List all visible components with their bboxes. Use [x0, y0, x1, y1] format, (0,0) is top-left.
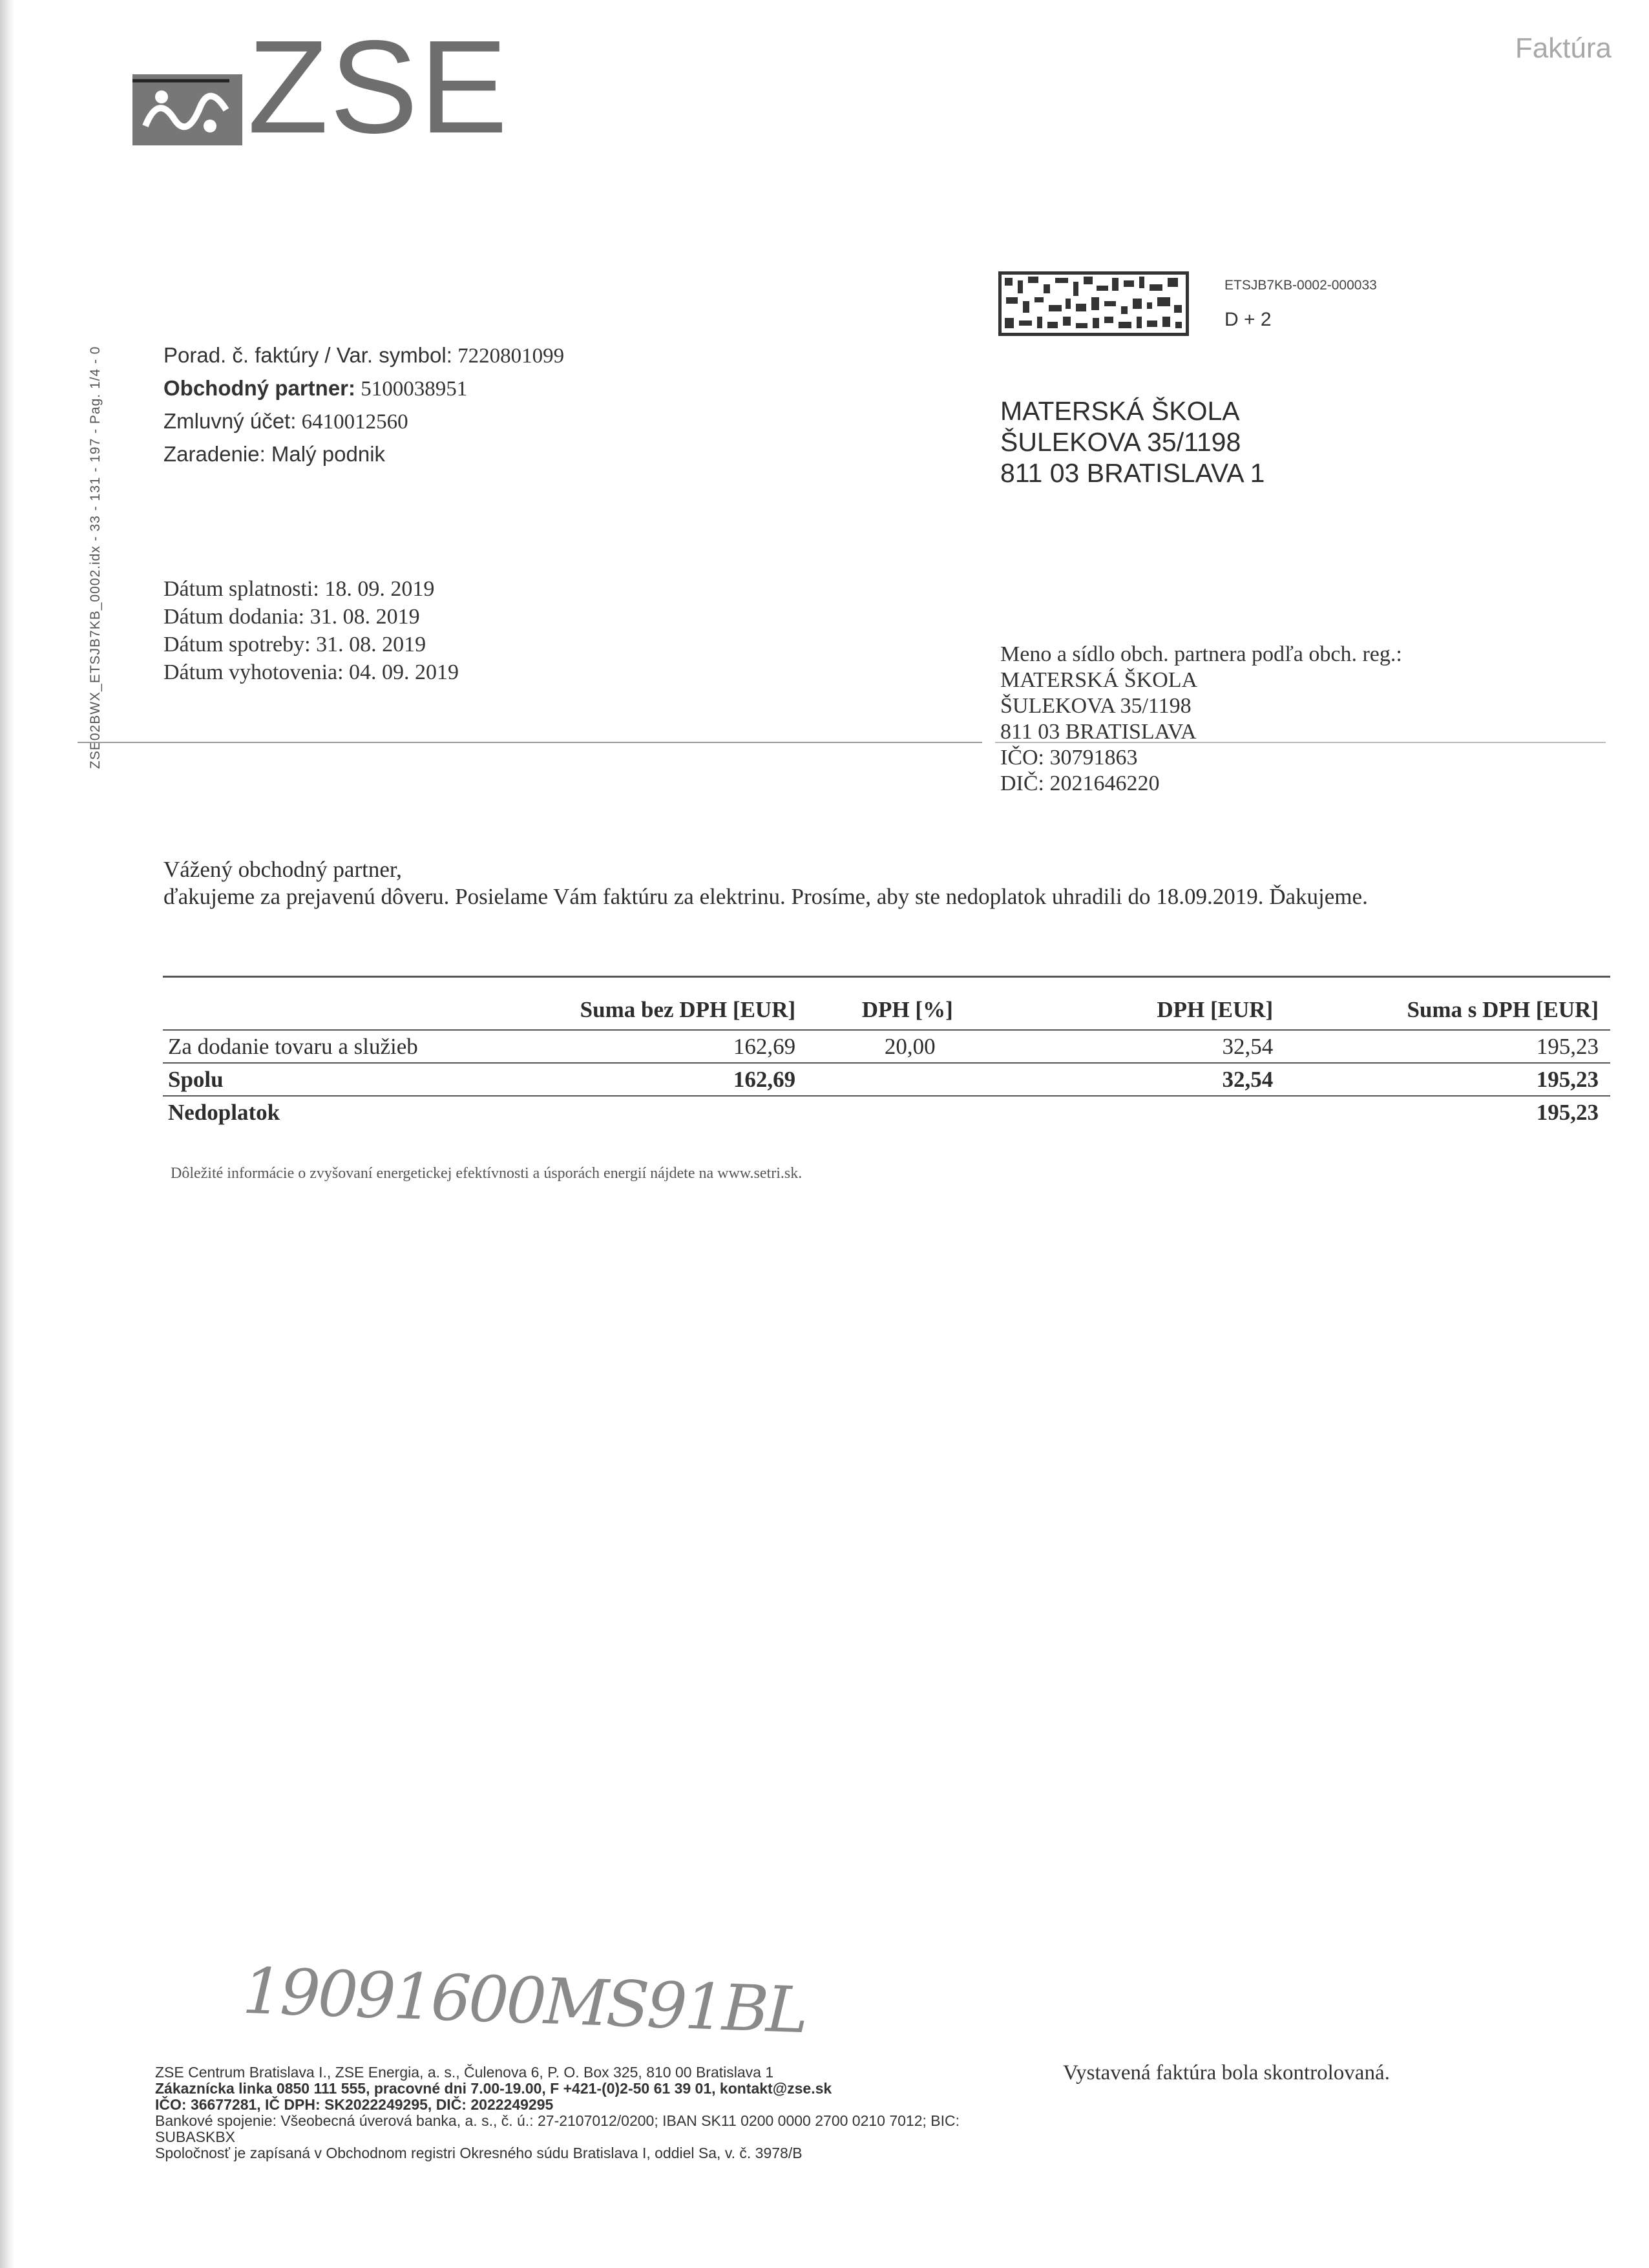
invoice-number-label: Porad. č. faktúry / Var. symbol: [163, 343, 452, 367]
recipient-address [1000, 395, 1265, 488]
greeting [163, 856, 1368, 910]
table-header: Suma bez DPH [EUR] [575, 977, 807, 1031]
barcode-code: ETSJB7KB-0002-000033 [1224, 278, 1377, 293]
datamatrix-barcode-icon [998, 271, 1189, 336]
partner-registry-heading: Meno a sídlo obch. partnera podľa obch. reg.: [1000, 642, 1402, 666]
efficiency-note: Dôležité informácie o zvyšovaní energetickej efektívnosti a úsporách energií nájdete na www.setri.sk. [171, 1165, 803, 1182]
partner-registry-line: MATERSKÁ ŠKOLA [1000, 668, 1198, 692]
greeting-body: ďakujeme za prejavenú dôveru. Posielame Vám faktúru za elektrinu. Prosíme, aby ste nedoplatok uhradili do 18.09.2019. Ďakujeme. [163, 884, 1368, 909]
partner-registry [1000, 642, 1402, 797]
zse-logo-text: ZSE [247, 13, 509, 161]
table-cell: Spolu [163, 1063, 575, 1096]
handwritten-note: 19091600MS91BL [241, 1954, 807, 2048]
scan-edge-shadow [0, 0, 14, 2268]
table-cell: 20,00 [807, 1030, 1019, 1063]
table-header: DPH [EUR] [1019, 977, 1285, 1031]
partner-registry-line: ŠULEKOVA 35/1198 [1000, 694, 1192, 718]
table-header: DPH [%] [807, 977, 1019, 1031]
footer-line: ZSE Centrum Bratislava I., ZSE Energia, a. s., Čulenova 6, P. O. Box 325, 810 00 Bratislava 1 [155, 2064, 774, 2081]
table-header: Suma s DPH [EUR] [1285, 977, 1610, 1031]
invoice-number-value: 7220801099 [457, 344, 565, 368]
partner-row [163, 372, 564, 405]
address-line: MATERSKÁ ŠKOLA [1000, 396, 1240, 426]
footer-line: Spoločnosť je zapísaná v Obchodnom registri Okresného súdu Bratislava I, oddiel Sa, v. č. 3978/B [155, 2145, 803, 2161]
invoice-summary-table [163, 976, 1610, 1128]
table-header [163, 977, 575, 1031]
invoice-dates [163, 575, 459, 686]
footer-line: SUBASKBX [155, 2128, 235, 2145]
table-cell: 32,54 [1019, 1063, 1285, 1096]
table-cell: 162,69 [575, 1030, 807, 1063]
address-line: 811 03 BRATISLAVA 1 [1000, 458, 1265, 488]
table-cell [1019, 1096, 1285, 1128]
table-cell: Nedoplatok [168, 1100, 280, 1125]
table-cell: 195,23 [1285, 1030, 1610, 1063]
footer-line: Bankové spojenie: Všeobecná úverová banka, a. s., č. ú.: 27-2107012/0200; IBAN SK11 0200 0000 2700 0210 7012; BIC: [155, 2112, 960, 2129]
table-cell [807, 1096, 1019, 1128]
consumption-date: Dátum spotreby: 31. 08. 2019 [163, 633, 426, 656]
category: Zaradenie: Malý podnik [163, 442, 386, 466]
footer-line: IČO: 36677281, IČ DPH: SK2022249295, DIČ: 2022249295 [155, 2096, 554, 2113]
document-type: Faktúra [1515, 32, 1612, 64]
table-cell: 32,54 [1019, 1030, 1285, 1063]
invoice-info [163, 339, 564, 470]
fold-line [78, 742, 982, 743]
partner-registry-line: IČO: 30791863 [1000, 746, 1138, 770]
address-line: ŠULEKOVA 35/1198 [1000, 427, 1241, 457]
contract-label: Zmluvný účet: [163, 409, 297, 433]
table-row [163, 1030, 1610, 1063]
table-cell: Za dodanie tovaru a služieb [163, 1030, 575, 1063]
side-reference: ZSE02BWX_ETSJB7KB_0002.idx - 33 - 131 - 197 - Pag. 1/4 - 0 [88, 346, 103, 769]
fold-line [995, 742, 1606, 743]
due-date: Dátum splatnosti: 18. 09. 2019 [163, 577, 435, 601]
zse-logo-mark-icon [132, 74, 242, 145]
checked-note: Vystavená faktúra bola skontrolovaná. [1063, 2061, 1390, 2084]
partner-registry-line: 811 03 BRATISLAVA [1000, 720, 1197, 744]
table-header-row [163, 977, 1610, 1031]
partner-registry-line: DIČ: 2021646220 [1000, 772, 1160, 795]
table-cell: 162,69 [575, 1063, 807, 1096]
company-footer [155, 2064, 1060, 2161]
table-row-total [163, 1063, 1610, 1096]
invoice-number-row [163, 339, 564, 372]
table-cell: 195,23 [1536, 1100, 1599, 1125]
salutation: Vážený obchodný partner, [163, 857, 402, 882]
zse-logo [132, 13, 509, 161]
delivery-date: Dátum dodania: 31. 08. 2019 [163, 605, 420, 629]
table-row-balance [163, 1096, 1610, 1128]
table-cell: 195,23 [1285, 1063, 1610, 1096]
partner-value: 5100038951 [361, 377, 468, 401]
partner-label: Obchodný partner: [163, 376, 356, 400]
contract-row [163, 405, 564, 438]
table-cell [575, 1096, 807, 1128]
delivery-zone: D + 2 [1224, 309, 1272, 330]
contract-value: 6410012560 [301, 410, 408, 434]
footer-line: Zákaznícka linka 0850 111 555, pracovné dni 7.00-19.00, F +421-(0)2-50 61 39 01, kontakt@zse.sk [155, 2080, 832, 2097]
issue-date: Dátum vyhotovenia: 04. 09. 2019 [163, 660, 459, 684]
table-cell [807, 1063, 1019, 1096]
